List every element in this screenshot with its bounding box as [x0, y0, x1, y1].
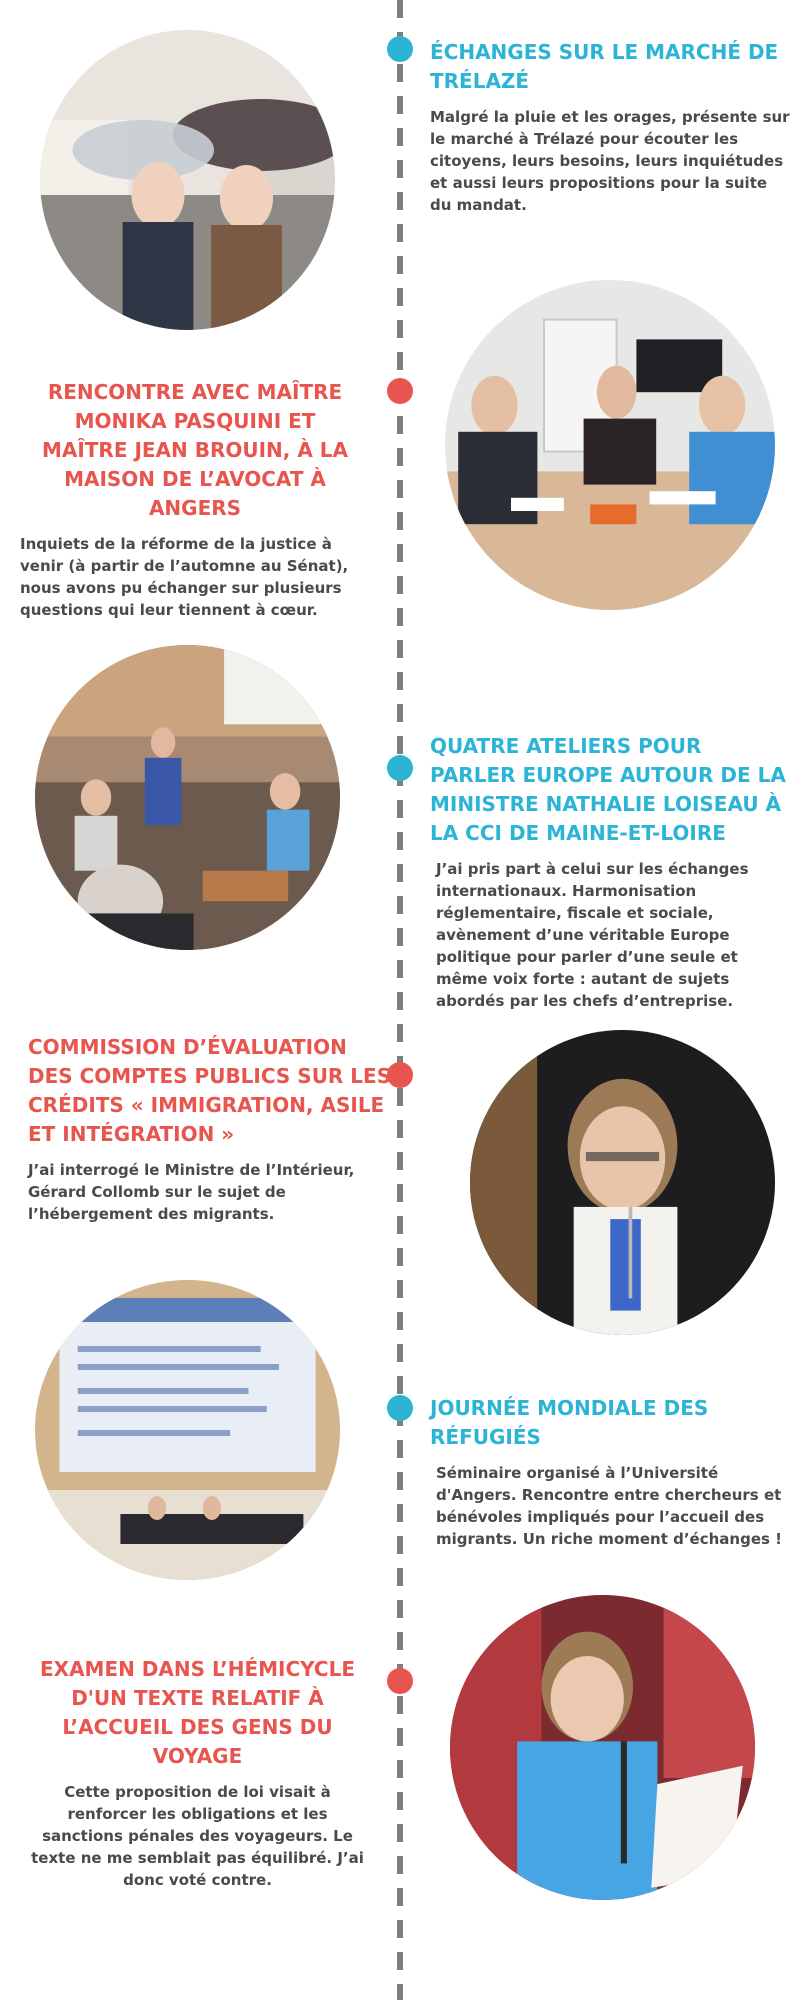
timeline-line	[397, 0, 403, 2000]
entry-hemicycle	[15, 1655, 380, 1891]
entry-commission	[28, 1033, 393, 1225]
entry-title: RENCONTRE AVEC MAÎTRE MONIKA PASQUINI ET MAÎTRE JEAN BROUIN, À LA MAISON DE L’AVOCAT À ANGERS	[41, 380, 349, 520]
entry-title: EXAMEN DANS L’HÉMICYCLE D'UN TEXTE RELATIF À L’ACCUEIL DES GENS DU VOYAGE	[39, 1657, 356, 1768]
entry-text: J’ai interrogé le Ministre de l’Intérieur, Gérard Collomb sur le sujet de l’hébergement des migrants.	[28, 1161, 355, 1223]
entry-text: Cette proposition de loi visait à renforcer les obligations et les sanctions pénales des voyageurs. Le texte ne me semblait pas équilibré. J’ai donc voté contre.	[31, 1783, 364, 1889]
timeline-dot-2	[387, 378, 413, 404]
photo-hemicycle	[450, 1595, 755, 1900]
photo-atelier-europe	[35, 645, 340, 950]
entry-title: QUATRE ATELIERS POUR PARLER EUROPE AUTOUR DE LA MINISTRE NATHALIE LOISEAU À LA CCI DE MAINE-ET-LOIRE	[430, 734, 786, 845]
photo-market-trelaze	[40, 30, 335, 330]
photo-seminaire-refugies	[35, 1280, 340, 1580]
entry-text: Inquiets de la réforme de la justice à venir (à partir de l’automne au Sénat), nous avons pu échanger sur plusieurs questions qui leur tiennent à cœur.	[20, 535, 349, 619]
timeline-dot-6	[387, 1668, 413, 1694]
entry-text: J’ai pris part à celui sur les échanges internationaux. Harmonisation réglementaire, fiscale et sociale, avènement d’une véritable Europe politique pour parler d’une seule et même voix forte : autant de sujets abordés par les chefs d’entreprise.	[436, 860, 749, 1010]
entry-maison-avocat	[20, 378, 370, 621]
timeline-dot-1	[387, 36, 413, 62]
entry-text: Malgré la pluie et les orages, présente sur le marché à Trélazé pour écouter les citoyens, leurs besoins, leurs inquiétudes et aussi leurs propositions pour la suite du mandat.	[430, 108, 790, 214]
timeline-dot-3	[387, 755, 413, 781]
entry-ateliers-europe	[430, 732, 790, 1012]
entry-journee-refugies	[430, 1394, 800, 1550]
photo-maison-avocat	[445, 280, 775, 610]
entry-title: JOURNÉE MONDIALE DES RÉFUGIÉS	[430, 1396, 709, 1449]
entry-marche-trelaze	[430, 38, 790, 216]
entry-text: Séminaire organisé à l’Université d'Angers. Rencontre entre chercheurs et bénévoles impliqués pour l’accueil des migrants. Un riche moment d’échanges !	[436, 1464, 783, 1548]
entry-title: ÉCHANGES SUR LE MARCHÉ DE TRÉLAZÉ	[430, 40, 779, 93]
photo-commission	[470, 1030, 775, 1335]
entry-title: COMMISSION D’ÉVALUATION DES COMPTES PUBLICS SUR LES CRÉDITS « IMMIGRATION, ASILE ET INTÉGRATION »	[28, 1035, 392, 1146]
timeline-dot-5	[387, 1395, 413, 1421]
